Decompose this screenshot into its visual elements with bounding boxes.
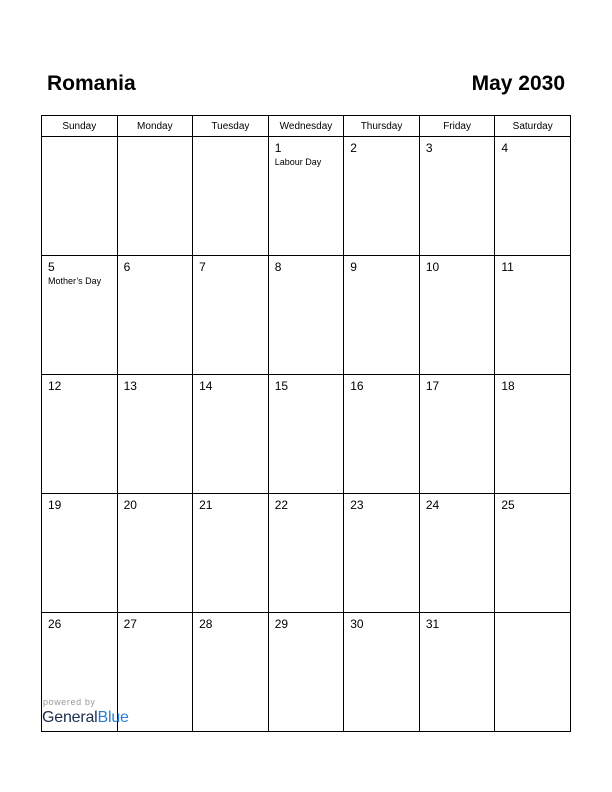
- day-cell: [193, 375, 269, 494]
- day-cell: [495, 137, 571, 256]
- day-number: 27: [123, 617, 137, 631]
- day-number: 6: [123, 260, 131, 274]
- brand-name-part2: Blue: [97, 709, 129, 726]
- day-number: 1: [274, 141, 282, 155]
- day-cell: [419, 494, 495, 613]
- day-cell: [268, 256, 344, 375]
- day-number: 22: [274, 498, 289, 512]
- day-number: 8: [274, 260, 282, 274]
- day-number: 23: [350, 498, 364, 512]
- day-number: 10: [425, 260, 440, 274]
- day-cell: [344, 613, 420, 732]
- day-number: 2: [350, 141, 357, 155]
- day-cell: [344, 256, 420, 375]
- day-number: 5: [48, 260, 55, 274]
- weekday-header: Thursday: [344, 116, 420, 137]
- day-number: 18: [501, 379, 515, 393]
- day-number: 7: [199, 260, 206, 274]
- day-number: 14: [199, 379, 213, 393]
- day-cell: [268, 613, 344, 732]
- day-cell: [419, 137, 495, 256]
- week-row: [42, 137, 571, 256]
- weekday-header: Wednesday: [268, 116, 344, 137]
- country-title: Romania: [47, 72, 136, 95]
- day-number: 15: [274, 379, 289, 393]
- day-cell: [42, 256, 118, 375]
- day-number: 12: [48, 379, 62, 393]
- day-number: 3: [425, 141, 433, 155]
- day-cell: [344, 137, 420, 256]
- brand-name-part1: General: [42, 709, 98, 726]
- powered-by-text: powered by: [43, 697, 96, 707]
- day-number: 20: [123, 498, 137, 512]
- week-row: [42, 256, 571, 375]
- day-cell: [42, 137, 118, 256]
- day-number: 4: [501, 141, 509, 155]
- day-number: 26: [48, 617, 62, 631]
- day-number: 29: [274, 617, 289, 631]
- day-cell: [117, 494, 193, 613]
- day-cell: [117, 137, 193, 256]
- weekday-header: Monday: [117, 116, 193, 137]
- day-number: 24: [425, 498, 440, 512]
- day-cell: [268, 494, 344, 613]
- day-number: 28: [199, 617, 213, 631]
- day-number: 25: [501, 498, 515, 512]
- day-cell: [419, 256, 495, 375]
- day-number: 9: [350, 260, 357, 274]
- day-cell: [193, 137, 269, 256]
- day-cell: [268, 137, 344, 256]
- day-cell: [344, 494, 420, 613]
- weekday-header: Friday: [419, 116, 495, 137]
- weekday-header: Sunday: [42, 116, 118, 137]
- day-cell: [495, 494, 571, 613]
- day-number: 19: [48, 498, 62, 512]
- week-row: [42, 375, 571, 494]
- day-number: 11: [501, 260, 514, 274]
- weekday-header: Saturday: [495, 116, 571, 137]
- day-cell: [495, 375, 571, 494]
- day-number: 13: [123, 379, 137, 393]
- day-number: 30: [350, 617, 364, 631]
- day-cell: [344, 375, 420, 494]
- holiday-label: Labour Day: [274, 157, 322, 167]
- day-cell: [42, 375, 118, 494]
- day-cell: [117, 256, 193, 375]
- day-cell: [495, 613, 571, 732]
- day-cell: [117, 375, 193, 494]
- day-cell: [419, 613, 495, 732]
- day-cell: [193, 494, 269, 613]
- day-cell: [193, 613, 269, 732]
- month-year-title: May 2030: [471, 72, 565, 95]
- day-number: 21: [199, 498, 213, 512]
- brand-logo: [42, 709, 129, 727]
- day-cell: [42, 494, 118, 613]
- day-number: 17: [425, 379, 440, 393]
- calendar-grid: [41, 115, 571, 732]
- day-number: 31: [425, 617, 440, 631]
- day-cell: [193, 256, 269, 375]
- weekday-header-row: [42, 116, 571, 137]
- weekday-header: Tuesday: [193, 116, 269, 137]
- day-cell: [495, 256, 571, 375]
- day-cell: [268, 375, 344, 494]
- day-cell: [419, 375, 495, 494]
- week-row: [42, 494, 571, 613]
- holiday-label: Mother’s Day: [48, 276, 102, 286]
- day-number: 16: [350, 379, 364, 393]
